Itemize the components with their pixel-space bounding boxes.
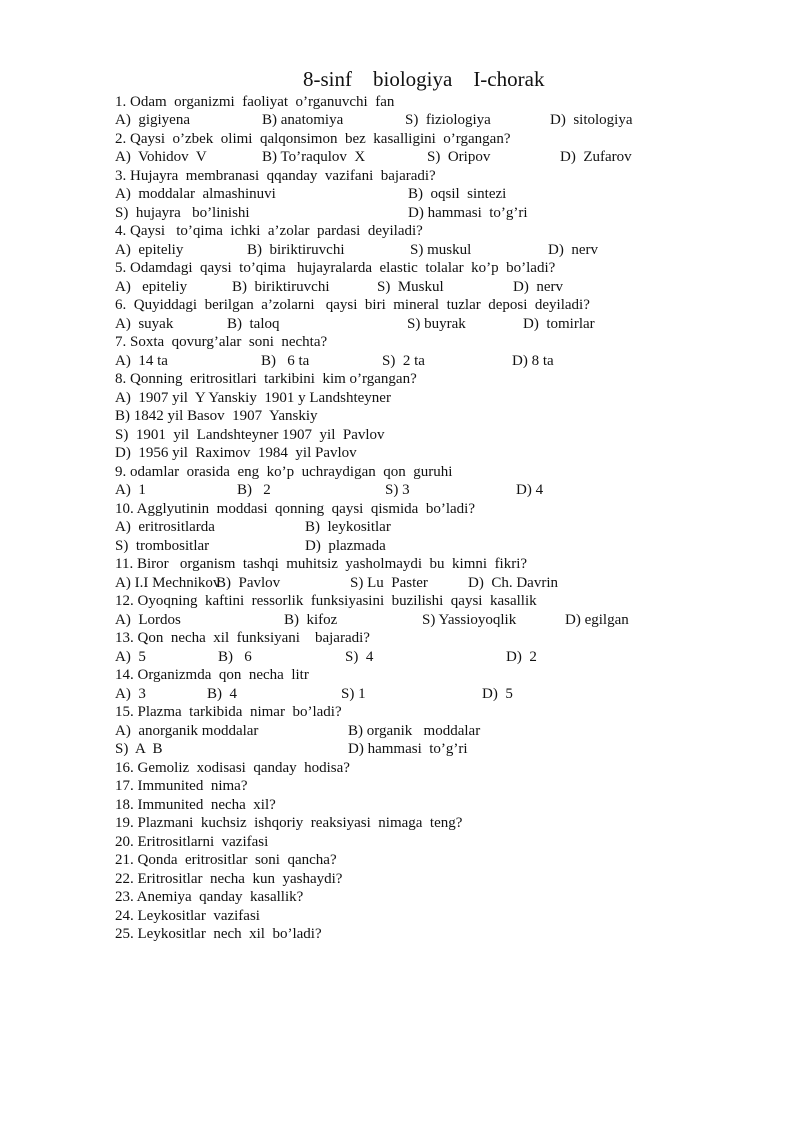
question-13-option-b: B) 6 xyxy=(218,649,252,665)
question-2-option-a: A) Vohidov V xyxy=(115,149,207,165)
question-6-option-s: S) buyrak xyxy=(407,316,466,332)
question-13-option-s: S) 4 xyxy=(345,649,374,665)
question-5-text: 5. Odamdagi qaysi to’qima hujayralarda elastic tolalar ko’p bo’ladi? xyxy=(115,260,556,276)
question-8-option-a: A) 1907 yil Y Yanskiy 1901 y Landshteyner xyxy=(115,390,391,406)
question-7-option-s: S) 2 ta xyxy=(382,353,425,369)
question-25-text: 25. Leykositlar nech xil bo’ladi? xyxy=(115,926,322,942)
question-8-option-s: S) 1901 yil Landshteyner 1907 yil Pavlov xyxy=(115,427,385,443)
question-17-text: 17. Immunited nima? xyxy=(115,778,248,794)
question-13-option-a: A) 5 xyxy=(115,649,146,665)
question-9-option-a: A) 1 xyxy=(115,482,146,498)
question-13-text: 13. Qon necha xil funksiyani bajaradi? xyxy=(115,630,370,646)
question-24-text: 24. Leykositlar vazifasi xyxy=(115,908,260,924)
question-3-option-b: B) oqsil sintezi xyxy=(408,186,507,202)
question-2-option-d: D) Zufarov xyxy=(560,149,632,165)
question-15-option-a: A) anorganik moddalar xyxy=(115,723,259,739)
question-5-option-a: A) epiteliy xyxy=(115,279,188,295)
question-3-option-d: D) hammasi to’g’ri xyxy=(408,205,528,221)
question-4-option-b: B) biriktiruvchi xyxy=(247,242,345,258)
question-15-text: 15. Plazma tarkibida nimar bo’ladi? xyxy=(115,704,342,720)
question-3-text: 3. Hujayra membranasi qqanday vazifani bajaradi? xyxy=(115,168,436,184)
question-9-option-s: S) 3 xyxy=(385,482,410,498)
question-8-option-d: D) 1956 yil Raximov 1984 yil Pavlov xyxy=(115,445,357,461)
question-19-text: 19. Plazmani kuchsiz ishqoriy reaksiyasi nimaga teng? xyxy=(115,815,463,831)
question-6-option-b: B) taloq xyxy=(227,316,280,332)
question-10-option-a: A) eritrositlarda xyxy=(115,519,215,535)
question-10-option-d: D) plazmada xyxy=(305,538,386,554)
question-12-option-s: S) Yassioyoqlik xyxy=(422,612,517,628)
question-1-option-s: S) fiziologiya xyxy=(405,112,491,128)
question-2-text: 2. Qaysi o’zbek olimi qalqonsimon bez kasalligini o’rgangan? xyxy=(115,131,511,147)
question-14-option-a: A) 3 xyxy=(115,686,146,702)
question-8-option-b: B) 1842 yil Basov 1907 Yanskiy xyxy=(115,408,318,424)
question-15-option-s: S) A B xyxy=(115,741,163,757)
question-12-option-d: D) egilgan xyxy=(565,612,629,628)
question-4-text: 4. Qaysi to’qima ichki a’zolar pardasi deyiladi? xyxy=(115,223,423,239)
question-4-option-s: S) muskul xyxy=(410,242,472,258)
question-1-option-a: A) gigiyena xyxy=(115,112,190,128)
question-14-option-d: D) 5 xyxy=(482,686,513,702)
question-15-option-b: B) organik moddalar xyxy=(348,723,481,739)
page-title: 8-sinf biologiya I-chorak xyxy=(303,67,545,91)
question-2-option-s: S) Oripov xyxy=(427,149,491,165)
question-16-text: 16. Gemoliz xodisasi qanday hodisa? xyxy=(115,760,350,776)
question-14-text: 14. Organizmda qon necha litr xyxy=(115,667,309,683)
question-1-option-b: B) anatomiya xyxy=(262,112,344,128)
question-20-text: 20. Eritrositlarni vazifasi xyxy=(115,834,269,850)
question-4-option-a: A) epiteliy xyxy=(115,242,184,258)
question-18-text: 18. Immunited necha xil? xyxy=(115,797,276,813)
question-3-option-s: S) hujayra bo’linishi xyxy=(115,205,250,221)
question-7-text: 7. Soxta qovurg’alar soni nechta? xyxy=(115,334,328,350)
question-10-option-s: S) trombositlar xyxy=(115,538,210,554)
question-1-option-d: D) sitologiya xyxy=(550,112,633,128)
question-5-option-d: D) nerv xyxy=(513,279,563,295)
question-5-option-s: S) Muskul xyxy=(377,279,444,295)
question-11-text: 11. Biror organism tashqi muhitsiz yasholmaydi bu kimni fikri? xyxy=(115,556,528,572)
question-9-text: 9. odamlar orasida eng ko’p uchraydigan qon guruhi xyxy=(115,464,453,480)
question-11-option-a: A) I.I Mechnikov xyxy=(115,575,221,591)
question-12-option-b: B) kifoz xyxy=(284,612,338,628)
question-3-option-a: A) moddalar almashinuvi xyxy=(115,186,276,202)
question-10-text: 10. Agglyutinin moddasi qonning qaysi qismida bo’ladi? xyxy=(115,501,475,517)
question-11-option-d: D) Ch. Davrin xyxy=(468,575,558,591)
question-5-option-b: B) biriktiruvchi xyxy=(232,279,330,295)
question-7-option-a: A) 14 ta xyxy=(115,353,168,369)
question-8-text: 8. Qonning eritrositlari tarkibini kim o’rgangan? xyxy=(115,371,417,387)
question-14-option-b: B) 4 xyxy=(207,686,237,702)
question-23-text: 23. Anemiya qanday kasallik? xyxy=(115,889,304,905)
question-13-option-d: D) 2 xyxy=(506,649,537,665)
question-1-text: 1. Odam organizmi faoliyat o’rganuvchi fan xyxy=(115,94,395,110)
question-12-option-a: A) Lordos xyxy=(115,612,181,628)
question-11-option-s: S) Lu Paster xyxy=(350,575,428,591)
question-2-option-b: B) To’raqulov X xyxy=(262,149,366,165)
question-6-option-d: D) tomirlar xyxy=(523,316,595,332)
question-9-option-d: D) 4 xyxy=(516,482,544,498)
question-6-option-a: A) suyak xyxy=(115,316,174,332)
question-7-option-d: D) 8 ta xyxy=(512,353,554,369)
question-21-text: 21. Qonda eritrositlar soni qancha? xyxy=(115,852,337,868)
question-9-option-b: B) 2 xyxy=(237,482,271,498)
question-12-text: 12. Oyoqning kaftini ressorlik funksiyasini buzilishi qaysi kasallik xyxy=(115,593,537,609)
question-7-option-b: B) 6 ta xyxy=(261,353,310,369)
question-4-option-d: D) nerv xyxy=(548,242,598,258)
question-10-option-b: B) leykositlar xyxy=(305,519,391,535)
question-6-text: 6. Quyiddagi berilgan a’zolarni qaysi biri mineral tuzlar deposi deyiladi? xyxy=(115,297,590,313)
question-22-text: 22. Eritrositlar necha kun yashaydi? xyxy=(115,871,343,887)
question-15-option-d: D) hammasi to’g’ri xyxy=(348,741,468,757)
question-11-option-b: B) Pavlov xyxy=(216,575,281,591)
question-14-option-s: S) 1 xyxy=(341,686,366,702)
